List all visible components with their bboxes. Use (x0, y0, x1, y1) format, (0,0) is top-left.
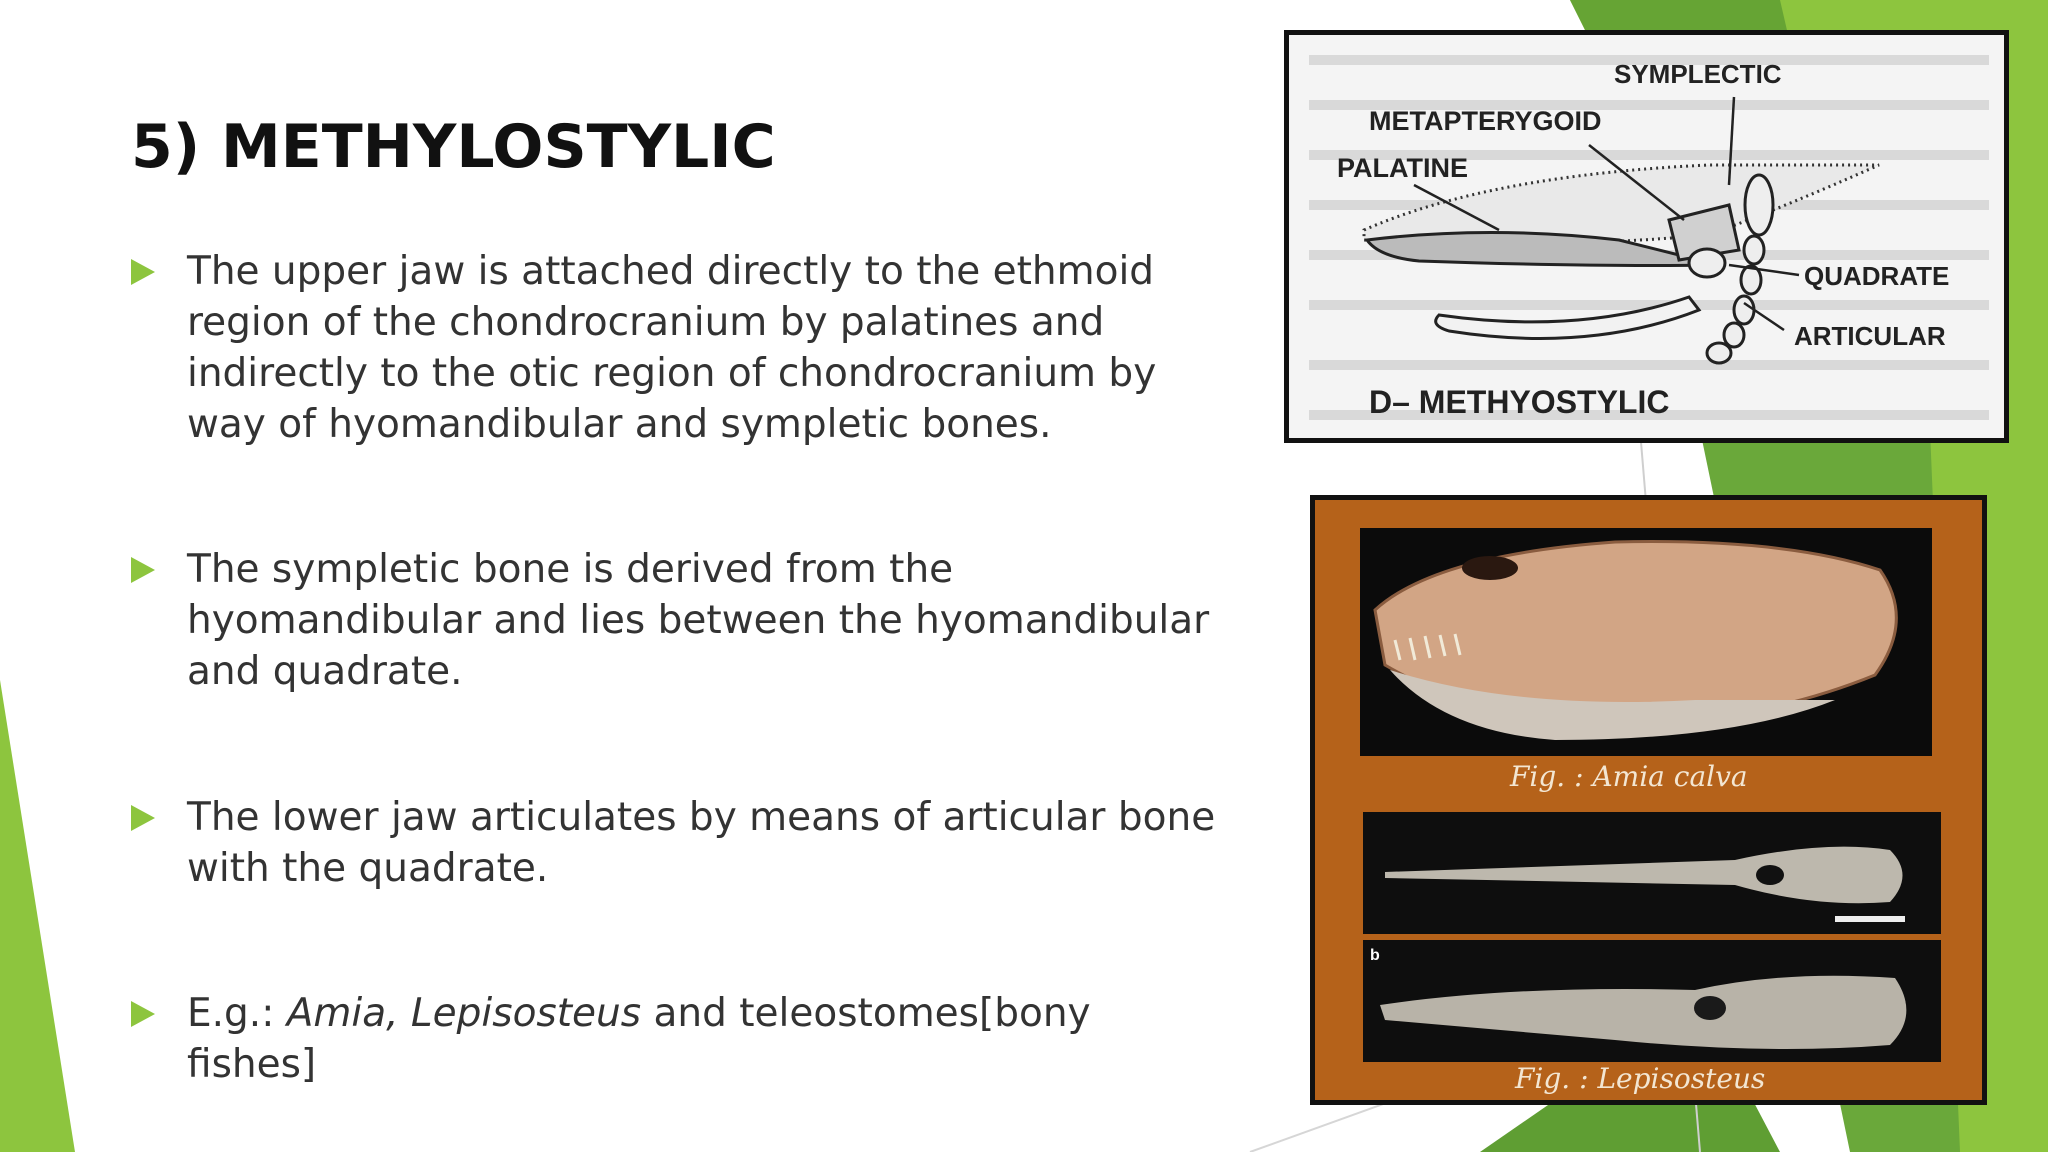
label-articular: ARTICULAR (1794, 321, 1946, 351)
inset-marker: b (1370, 947, 1380, 964)
slide-title: 5) METHYLOSTYLIC (131, 112, 776, 182)
triangle-bullet-icon (131, 805, 155, 831)
scale-bar (1835, 916, 1905, 922)
diagram-caption: D– METHYOSTYLIC (1369, 384, 1670, 420)
triangle-bullet-icon (131, 259, 155, 285)
methyostylic-diagram (1284, 30, 2009, 443)
bullet-text: The lower jaw articulates by means of articular bone with the quadrate. (187, 795, 1216, 891)
diagram-drawing (1289, 35, 2004, 438)
label-symplectic: SYMPLECTIC (1614, 59, 1782, 89)
example-genera: Amia, Lepisosteus (286, 991, 642, 1036)
triangle-bullet-icon (131, 557, 155, 583)
bullet-text: The upper jaw is attached directly to the ethmoid region of the chondrocranium by palatines and indirectly to the otic region of chondrocranium by way of hyomandibular and sympletic bones. (187, 249, 1157, 447)
example-prefix: E.g.: (187, 991, 287, 1036)
hyomandibular-bone (1745, 175, 1773, 235)
bullet-text (187, 988, 1227, 1090)
example-suffix: and teleostomes[bony fishes] (187, 991, 1091, 1087)
quadrate-bone (1689, 249, 1725, 277)
lepisosteus-eye-a (1756, 865, 1784, 885)
label-metapterygoid: METAPTERYGOID (1369, 106, 1602, 136)
caption-amia: Fig. : Amia calva (1510, 760, 1748, 793)
left-green-stripe (0, 680, 75, 1152)
amia-eye-socket (1462, 556, 1518, 580)
label-quadrate: QUADRATE (1804, 261, 1950, 291)
caption-lepisosteus: Fig. : Lepisosteus (1515, 1062, 1766, 1095)
label-palatine: PALATINE (1337, 153, 1468, 183)
triangle-bullet-icon (131, 1001, 155, 1027)
bullet-text: The sympletic bone is derived from the hyomandibular and lies between the hyomandibular and quadrate. (187, 547, 1210, 694)
skull-photo-panel (1310, 495, 1987, 1105)
photo-drawing (1315, 500, 1982, 1100)
lepisosteus-eye-b (1694, 996, 1726, 1020)
